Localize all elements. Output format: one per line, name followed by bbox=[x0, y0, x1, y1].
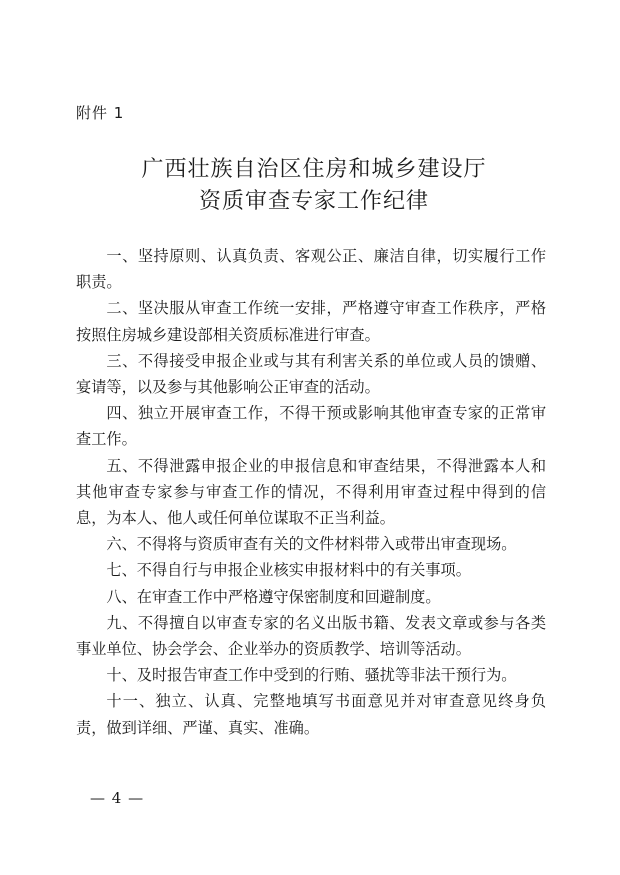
page-number: — 4 — bbox=[90, 789, 145, 807]
document-title-line-2: 资质审查专家工作纪律 bbox=[198, 189, 429, 214]
attachment-label: 附件 1 bbox=[76, 104, 125, 122]
rule-paragraph-2: 二、坚决服从审查工作统一安排，严格遵守审查工作秩序，严格按照住房城乡建设部相关资质标准进行审查。 bbox=[76, 299, 546, 344]
rule-paragraph-5: 五、不得泄露申报企业的申报信息和审查结果，不得泄露本人和其他审查专家参与审查工作的情况，不得利用审查过程中得到的信息，为本人、他人或任何单位谋取不正当利益。 bbox=[76, 456, 546, 528]
rule-paragraph-8: 八、在审查工作中严格遵守保密制度和回避制度。 bbox=[106, 587, 441, 606]
rule-paragraph-6: 六、不得将与资质审查有关的文件材料带入或带出审查现场。 bbox=[106, 535, 517, 554]
document-title-line-1: 广西壮族自治区住房和城乡建设厅 bbox=[141, 157, 487, 182]
rule-paragraph-4: 四、独立开展审查工作，不得干预或影响其他审查专家的正常审查工作。 bbox=[76, 404, 546, 449]
rule-paragraph-3: 三、不得接受申报企业或与其有利害关系的单位或人员的馈赠、宴请等，以及参与其他影响公正审查的活动。 bbox=[76, 351, 546, 397]
rule-paragraph-1: 一、坚持原则、认真负责、客观公正、廉洁自律，切实履行工作职责。 bbox=[76, 247, 546, 292]
document-body bbox=[76, 243, 546, 741]
rule-paragraph-10: 十、及时报告审查工作中受到的行贿、骚扰等非法干预行为。 bbox=[106, 666, 517, 685]
rule-paragraph-11: 十一、独立、认真、完整地填写书面意见并对审查意见终身负责，做到详细、严谨、真实、准确。 bbox=[76, 692, 546, 737]
rule-paragraph-9: 九、不得擅自以审查专家的名义出版书籍、发表文章或参与各类事业单位、协会学会、企业举办的资质教学、培训等活动。 bbox=[76, 613, 546, 659]
rule-paragraph-7: 七、不得自行与申报企业核实申报材料中的有关事项。 bbox=[106, 561, 471, 580]
